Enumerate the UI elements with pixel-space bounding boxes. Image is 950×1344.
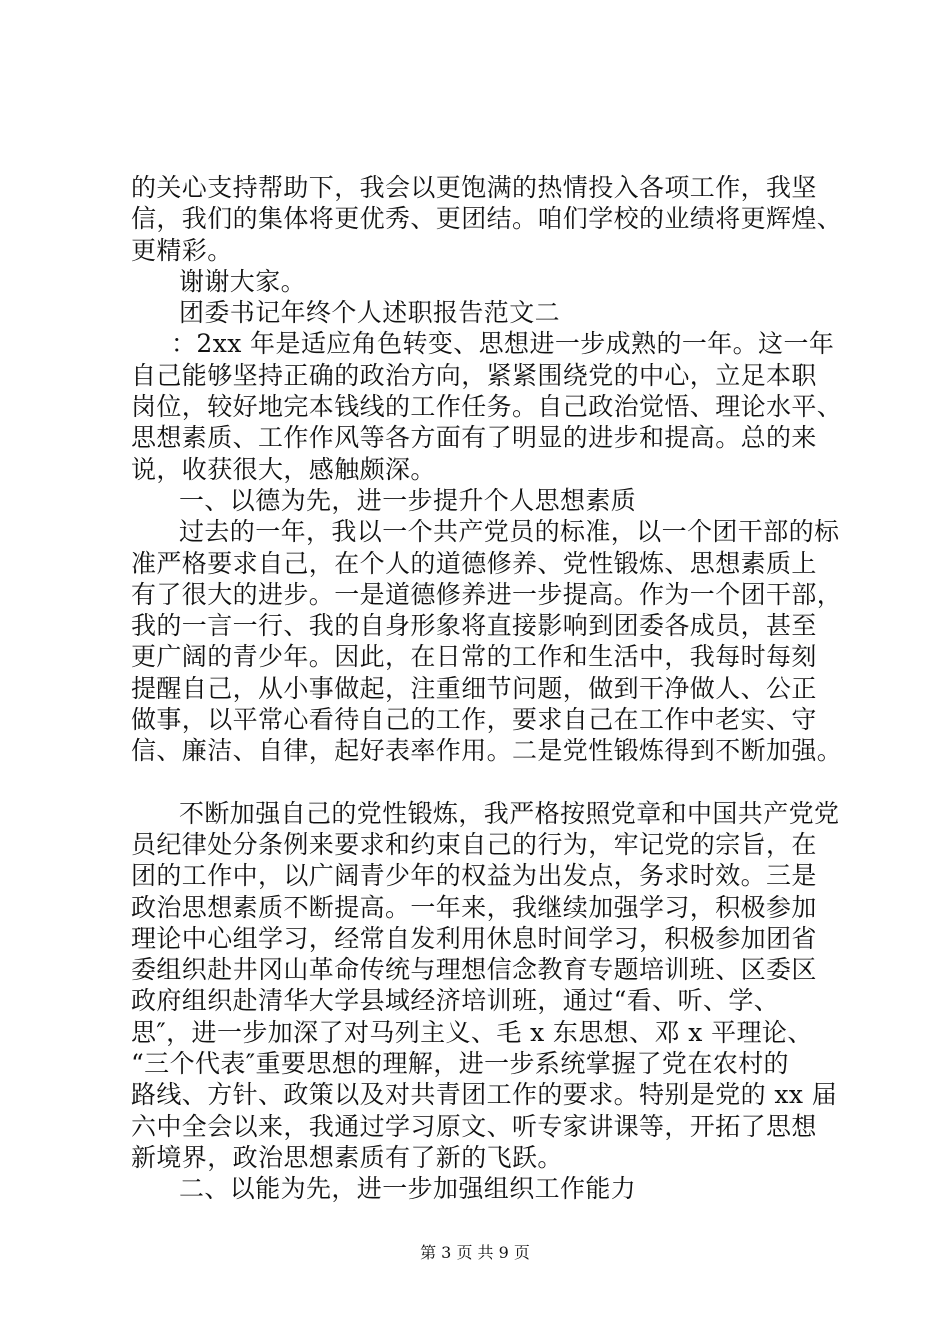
text-line: 六中全会以来，我通过学习原文、听专家讲课等，开拓了思想: [131, 1111, 817, 1141]
text-line: 思″，进一步加深了对马列主义、毛 x 东思想、邓 x 平理论、: [131, 1017, 813, 1047]
closing-line: 谢谢大家。: [179, 266, 307, 296]
text-line: 更精彩。: [131, 235, 233, 265]
text-line: “三个代表″重要思想的理解，进一步系统掌握了党在农村的: [131, 1049, 789, 1079]
text-line: 新境界，政治思想素质有了新的飞跃。: [131, 1142, 563, 1172]
text-line: 委组织赴井冈山革命传统与理想信念教育专题培训班、区委区: [131, 955, 817, 985]
text-line: ：2xx 年是适应角色转变、思想进一步成熟的一年。这一年: [171, 329, 835, 359]
text-line: 更广阔的青少年。因此，在日常的工作和生活中，我每时每刻: [131, 642, 817, 672]
text-line: 说，收获很大，感触颇深。: [131, 454, 436, 484]
text-line: 做事，以平常心看待自己的工作，要求自己在工作中老实、守: [131, 705, 817, 735]
text-line: 岗位，较好地完本钱线的工作任务。自己政治觉悟、理论水平、: [131, 392, 843, 422]
text-line: 提醒自己，从小事做起，注重细节问题，做到干净做人、公正: [131, 673, 817, 703]
text-line: 自己能够坚持正确的政治方向，紧紧围绕党的中心，立足本职: [131, 360, 817, 390]
text-line: 的关心支持帮助下，我会以更饱满的热情投入各项工作，我坚: [131, 173, 817, 202]
text-line: 政治思想素质不断提高。一年来，我继续加强学习，积极参加: [131, 892, 817, 922]
text-line: 过去的一年，我以一个共产党员的标准，以一个团干部的标: [179, 517, 840, 547]
text-line: 理论中心组学习，经常自发利用休息时间学习，积极参加团省: [131, 923, 817, 953]
section-heading: 一、以德为先，进一步提升个人思想素质: [179, 485, 637, 515]
text-line: 政府组织赴清华大学县域经济培训班，通过“看、听、学、: [131, 986, 780, 1016]
page-number: 第 3 页 共 9 页: [420, 1243, 530, 1262]
text-line: 团的工作中，以广阔青少年的权益为出发点，务求时效。三是: [131, 861, 817, 891]
text-line: 信，我们的集体将更优秀、更团结。咱们学校的业绩将更辉煌、: [131, 204, 843, 234]
text-line: 思想素质、工作作风等各方面有了明显的进步和提高。总的来: [131, 423, 817, 453]
section-title: 团委书记年终个人述职报告范文二: [179, 298, 561, 328]
text-line: 有了很大的进步。一是道德修养进一步提高。作为一个团干部，: [131, 579, 843, 609]
document-body: [131, 172, 843, 1205]
section-heading: 二、以能为先，进一步加强组织工作能力: [179, 1174, 637, 1204]
text-line: 我的一言一行、我的自身形象将直接影响到团委各成员，甚至: [131, 611, 817, 641]
text-line: 员纪律处分条例来要求和约束自己的行为，牢记党的宗旨，在: [131, 829, 817, 859]
text-line: 准严格要求自己，在个人的道德修养、党性锻炼、思想素质上: [131, 548, 817, 578]
text-line: 信、廉洁、自律，起好表率作用。二是党性锻炼得到不断加强。: [131, 736, 843, 766]
text-line: 不断加强自己的党性锻炼，我严格按照党章和中国共产党党: [179, 798, 840, 828]
text-line: 路线、方针、政策以及对共青团工作的要求。特别是党的 xx 届: [131, 1080, 838, 1110]
